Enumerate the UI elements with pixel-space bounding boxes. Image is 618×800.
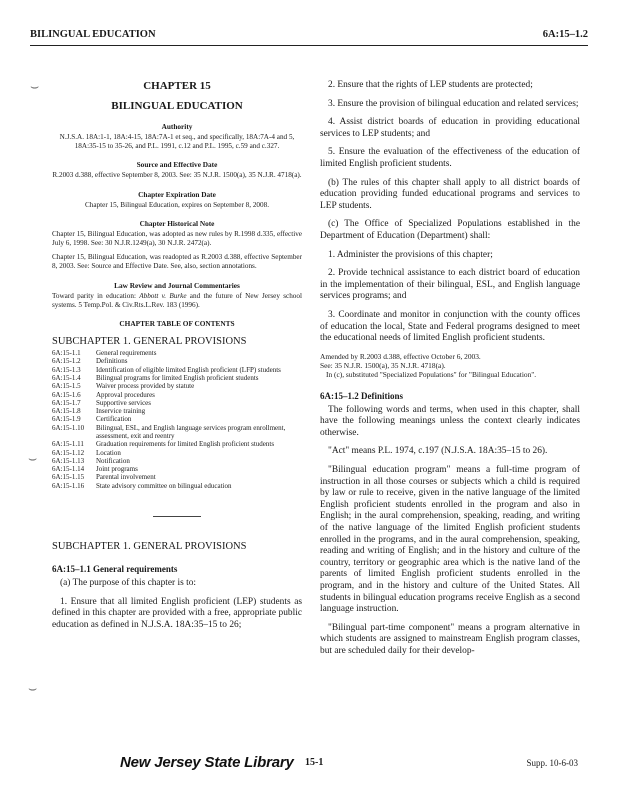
subchapter-heading: SUBCHAPTER 1. GENERAL PROVISIONS (52, 541, 247, 553)
history-text-2: Chapter 15, Bilingual Education, was readopted as R.2003 d.388, effective September 8, 2003. See: Source and Effective Date. See, also, section annotations. (52, 253, 302, 271)
paragraph-purpose: (a) The purpose of this chapter is to: (60, 578, 196, 589)
right-column (320, 80, 580, 665)
binder-punch-mark: ⌣ (28, 682, 38, 697)
expiration-heading: Chapter Expiration Date (138, 189, 216, 199)
table-of-contents (52, 349, 302, 490)
toc-number: 6A:15-1.8 (52, 407, 81, 416)
definition-part-time-component: "Bilingual part-time component" means a program alternative in which students are assigned to mainstream English program classes, but are scheduled daily for their develop- (320, 622, 580, 656)
toc-row (52, 399, 302, 407)
definition-act: "Act" means P.L. 1974, c.197 (N.J.S.A. 18A:35–15 to 26). (328, 446, 548, 457)
toc-row (52, 391, 302, 399)
toc-row (52, 465, 302, 473)
toc-heading: CHAPTER TABLE OF CONTENTS (119, 319, 235, 329)
toc-row (52, 374, 302, 382)
law-review-case: Abbott v. Burke (139, 291, 187, 300)
toc-title: Location (96, 448, 121, 457)
purpose-item-5: 5. Ensure the evaluation of the effectiveness of the education of limited English proficient students. (320, 147, 580, 169)
toc-title: Notification (96, 456, 130, 465)
law-review-prefix: Toward parity in education: (52, 291, 140, 300)
toc-title: General requirements (96, 349, 157, 358)
toc-subchapter: SUBCHAPTER 1. GENERAL PROVISIONS (52, 336, 247, 348)
toc-title: Certification (96, 415, 132, 424)
section-heading-1-2: 6A:15–1.2 Definitions (320, 390, 403, 401)
toc-row (52, 357, 302, 365)
purpose-item-2: 2. Ensure that the rights of LEP students are protected; (328, 80, 533, 90)
toc-number: 6A:15-1.4 (52, 373, 81, 382)
source-text: R.2003 d.388, effective September 8, 2003. See: 35 N.J.R. 1500(a), 35 N.J.R. 4718(a). (52, 171, 302, 180)
duty-item-2: 2. Provide technical assistance to each district board of education in the implementation of their bilingual, ESL, and English language services programs; and (320, 268, 580, 302)
purpose-item-4: 4. Assist district boards of education in providing educational services to LEP students; and (320, 117, 580, 139)
expiration-text: Chapter 15, Bilingual Education, expires on September 8, 2008. (84, 200, 270, 209)
library-logo: New Jersey State Library (120, 754, 294, 771)
toc-title: Identification of eligible limited English proficient (LFP) students (96, 365, 281, 374)
toc-row (52, 482, 302, 490)
toc-row (52, 349, 302, 357)
toc-number: 6A:15-1.14 (52, 465, 85, 474)
page-footer (0, 753, 618, 777)
toc-number: 6A:15-1.2 (52, 357, 81, 366)
toc-row (52, 473, 302, 481)
law-review-text (52, 292, 302, 310)
toc-title: Inservice training (96, 407, 146, 416)
authority-heading: Authority (161, 122, 193, 131)
toc-row (52, 407, 302, 415)
toc-title: Parental involvement (96, 473, 156, 482)
duty-item-3: 3. Coordinate and monitor in conjunction with the county offices of education the local, State and Federal programs designed to meet the educational needs of limited English proficient students. (320, 309, 580, 344)
purpose-item-1: 1. Ensure that all limited English proficient (LEP) students as defined in this chapter are provided with a free, appropriate public education as defined in N.J.S.A. 18A:35–15 to 26; (52, 596, 302, 630)
header-rule (30, 45, 588, 46)
binder-punch-mark: ⌣ (28, 452, 38, 467)
definition-bilingual-program: "Bilingual education program" means a full-time program of instruction in all those courses or subjects which a child is required by law or rule to receive, given in the native language of the limited English proficient students enrolled in the program and also in English; in the aural comprehension, speaking, reading, and writing of the native language of the limited English proficient students enrolled in the programs, and in the aural comprehension, speaking, reading and writing of English; and in the history and culture of the country, territory or geographic area which is the native land of the parents of limited English proficient students enrolled in the program, and in the history and culture of the United States. All students in bilingual education programs receive English as a second language instruction. (320, 465, 580, 615)
definitions-intro: The following words and terms, when used in this chapter, shall have the following meanings unless the context clearly indicates otherwise. (320, 404, 580, 438)
toc-number: 6A:15-1.15 (52, 473, 85, 482)
section-divider (153, 516, 201, 517)
toc-number: 6A:15-1.7 (52, 398, 81, 407)
toc-row (52, 382, 302, 390)
toc-row (52, 366, 302, 374)
toc-number: 6A:15-1.6 (52, 390, 81, 399)
toc-title: Definitions (96, 357, 128, 366)
header-title: BILINGUAL EDUCATION (30, 29, 156, 40)
toc-title: Bilingual programs for limited English proficient students (96, 373, 259, 382)
toc-number: 6A:15-1.10 (52, 423, 85, 432)
amendment-note (320, 352, 580, 379)
history-heading: Chapter Historical Note (139, 218, 215, 228)
source-heading: Source and Effective Date (136, 160, 218, 170)
duty-item-1: 1. Administer the provisions of this chapter; (328, 249, 493, 260)
amendment-line: See: 35 N.J.R. 1500(a), 35 N.J.R. 4718(a). (320, 360, 446, 370)
toc-number: 6A:15-1.1 (52, 349, 81, 358)
law-review-heading: Law Review and Journal Commentaries (114, 280, 240, 290)
amendment-line: Amended by R.2003 d.388, effective October 6, 2003. (320, 351, 481, 361)
toc-row (52, 424, 302, 441)
page-number: 15-1 (305, 757, 324, 768)
toc-row (52, 449, 302, 457)
running-header (30, 29, 588, 45)
toc-title: Waiver process provided by statute (96, 382, 195, 391)
toc-number: 6A:15-1.16 (52, 481, 85, 490)
authority-text: N.J.S.A. 18A:1-1, 18A:4-15, 18A:7A-1 et seq., and specifically, 18A:7A-4 and 5, 18A:35-15 to 35-26, and P.L. 1991, c.12 and P.L. 1995, c.59 and c.327. (59, 133, 295, 151)
paragraph-c: (c) The Office of Specialized Populations established in the Department of Education (Department) shall: (320, 219, 580, 241)
binder-punch-mark: ⌣ (30, 80, 40, 95)
toc-title: Bilingual, ESL, and English language services program enrollment, assessment, exit and reentry (96, 423, 286, 440)
purpose-item-3: 3. Ensure the provision of bilingual education and related services; (328, 98, 579, 109)
toc-title: Supportive services (96, 398, 152, 407)
toc-number: 6A:15-1.13 (52, 456, 85, 465)
toc-number: 6A:15-1.5 (52, 382, 81, 391)
toc-title: Graduation requirements for limited English proficient students (96, 440, 275, 449)
toc-row (52, 440, 302, 448)
chapter-number: CHAPTER 15 (143, 80, 211, 92)
chapter-title: BILINGUAL EDUCATION (111, 100, 243, 112)
toc-title: Joint programs (96, 465, 138, 474)
law-review-suffix: and the future of New Jersey school systems. 5 Temp.Pol. & Civ.Rts.L.Rev. 183 (1996). (52, 291, 302, 309)
amendment-line: In (c), substituted "Specialized Populations" for "Bilingual Education". (326, 369, 537, 379)
toc-number: 6A:15-1.9 (52, 415, 81, 424)
history-text-1: Chapter 15, Bilingual Education, was adopted as new rules by R.1998 d.335, effective July 6, 1998. See: 30 N.J.R.1249(a), 30 N.J.R. 2472(a). (52, 229, 302, 248)
toc-title: State advisory committee on bilingual education (96, 481, 232, 490)
section-heading-1-1: 6A:15–1.1 General requirements (52, 564, 178, 575)
left-column (52, 80, 302, 638)
toc-title: Approval procedures (96, 390, 155, 399)
toc-row (52, 457, 302, 465)
toc-row (52, 415, 302, 423)
header-section-number: 6A:15–1.2 (542, 29, 588, 40)
toc-number: 6A:15-1.3 (52, 365, 81, 374)
paragraph-b: (b) The rules of this chapter shall apply to all district boards of education providing funded educational programs and services to LEP students. (320, 177, 580, 211)
toc-number: 6A:15-1.11 (52, 440, 84, 449)
toc-number: 6A:15-1.12 (52, 448, 85, 457)
supplement-date: Supp. 10-6-03 (526, 758, 578, 768)
